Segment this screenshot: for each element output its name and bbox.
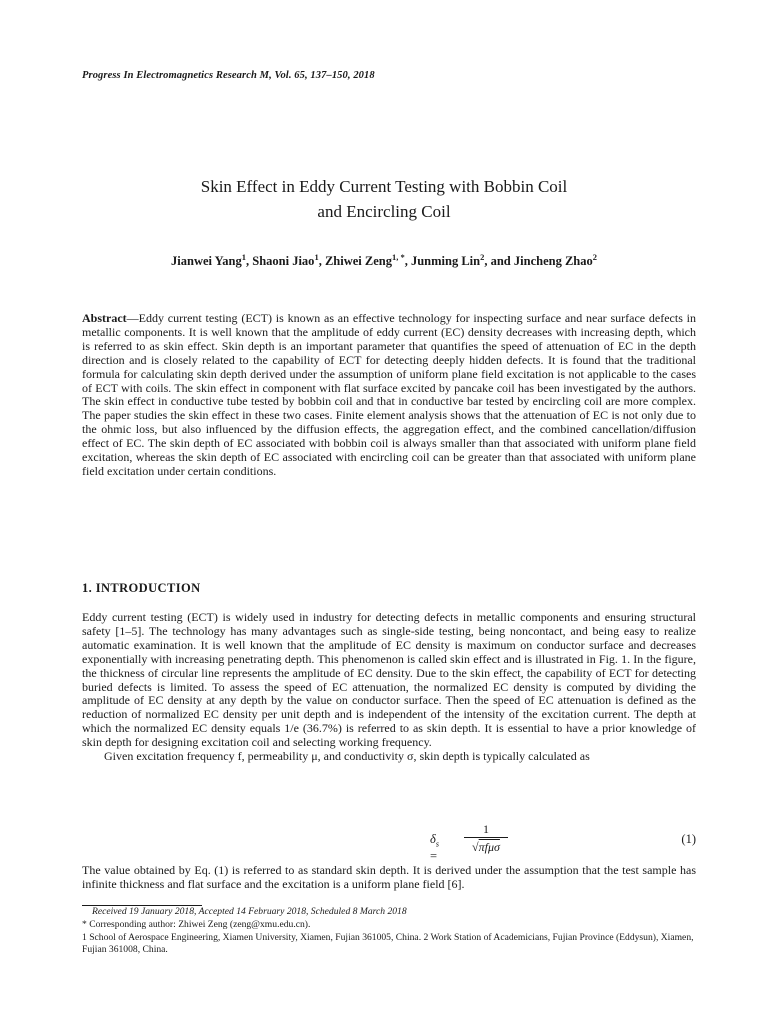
- corresponding-author: * Corresponding author: Zhiwei Zeng (zeng@xmu.edu.cn).: [82, 918, 311, 930]
- introduction-body: [82, 611, 696, 764]
- author-affiliation-mark: 2: [480, 252, 485, 262]
- fraction-denominator: [464, 840, 508, 854]
- author-name: Zhiwei Zeng: [324, 254, 392, 268]
- section-heading: 1. INTRODUCTION: [82, 581, 201, 595]
- title-line-1: Skin Effect in Eddy Current Testing with Bobbin Coil: [200, 177, 568, 196]
- equation-lhs: [430, 832, 439, 864]
- fraction-numerator: 1: [483, 822, 489, 836]
- paragraph: The value obtained by Eq. (1) is referred to as standard skin depth. It is derived under the assumption that the test sample has infinite thickness and flat surface and the excitation is a uniform plane field [6].: [82, 863, 696, 891]
- paragraph: Given excitation frequency f, permeability μ, and conductivity σ, skin depth is typically calculated as: [104, 749, 590, 764]
- author-separator: , and: [484, 254, 514, 268]
- author-separator: ,: [318, 254, 325, 268]
- radicand: πfμσ: [478, 840, 500, 854]
- received-dates: Received 19 January 2018, Accepted 14 February 2018, Scheduled 8 March 2018: [92, 906, 407, 917]
- author-separator: ,: [404, 254, 411, 268]
- author-separator: ,: [246, 254, 253, 268]
- equation-fraction: [464, 822, 508, 854]
- paper-title: [0, 174, 768, 224]
- author-name: Jincheng Zhao: [513, 254, 593, 268]
- abstract-label: Abstract: [82, 311, 127, 325]
- author-affiliation-mark: 2: [592, 252, 597, 262]
- paragraph: Eddy current testing (ECT) is widely used in industry for detecting defects in metallic components and ensuring structural safety [1–5]. The technology has many advantages such as single-side testing, being noncontact, and being easy to realize automatic examination. It is well known that the amplitude of EC density is maximum on conductor surface and decreases exponentially with increasing penetrating depth. This phenomenon is called skin effect and is illustrated in Fig. 1. In the figure, the thickness of circular line represents the amplitude of EC density. Due to the skin effect, the capability of ECT for detecting buried defects is limited. To assess the speed of EC attenuation, the normalized EC density is computed by dividing the amplitude of EC density at any depth by the value on conductor surface. Then the speed of EC attenuation is defined as the reduction of normalized EC density per unit depth and is independent of the intensity of the excitation current. The depth at which the normalized EC density equals 1/e (36.7%) is referred to as skin depth. It is essential to have a prior knowledge of skin depth for designing excitation coil and selecting working frequency.: [82, 610, 696, 750]
- footnotes: [82, 906, 696, 957]
- author-name: Shaoni Jiao: [252, 254, 315, 268]
- radical-sign: √: [472, 840, 479, 854]
- author-affiliation-mark: 1: [241, 252, 246, 262]
- equals-sign: =: [430, 848, 438, 863]
- author-list: [0, 252, 768, 269]
- delta-symbol: δ: [430, 832, 436, 846]
- author-name: Jianwei Yang: [171, 254, 242, 268]
- abstract-text: —Eddy current testing (ECT) is known as an effective technology for inspecting surface and near surface defects in metallic components. It is well known that the amplitude of eddy current (EC) density decreases with increasing depth, which is referred to as skin effect. Skin depth is an important parameter that quantifies the speed of attenuation of EC in the depth direction and is closely related to the capability of ECT for detecting deeply hidden defects. It is found that the traditional formula for calculating skin depth derived under the assumption of uniform plane field excitation is not applicable to the cases of ECT with coils. The skin effect in component with flat surface excited by pancake coil has been investigated by the authors. The skin effect in conductive tube tested by bobbin coil and that in conductive bar tested by encircling coil are more complex. The paper studies the skin effect in these two cases. Finite element analysis shows that the attenuation of EC is not only due to the ohmic loss, but also influenced by the diffusion effects, the aggregation effect, and the combined cancellation/diffusion effect of EC. The skin depth of EC associated with bobbin coil is always smaller than that associated with uniform plane field excitation, whereas the skin depth of EC associated with encircling coil can be greater than that associated with uniform plane field excitation under certain conditions.: [82, 311, 696, 478]
- equation-1: [82, 822, 696, 863]
- delta-subscript: s: [435, 839, 439, 849]
- author-name: Junming Lin: [410, 254, 481, 268]
- journal-citation: Progress In Electromagnetics Research M, Vol. 65, 137–150, 2018: [82, 70, 375, 81]
- author-affiliation-mark: 1: [314, 252, 319, 262]
- author-affiliation-mark: 1, *: [391, 252, 405, 262]
- title-line-2: and Encircling Coil: [317, 202, 451, 221]
- equation-number: (1): [681, 832, 696, 846]
- abstract: [82, 312, 696, 479]
- fraction-bar: [464, 837, 508, 838]
- affiliations: 1 School of Aerospace Engineering, Xiamen University, Xiamen, Fujian 361005, China. 2 Work Station of Academicians, Fujian Province (Eddysun), Xiamen, Fujian 361008, China.: [82, 931, 694, 956]
